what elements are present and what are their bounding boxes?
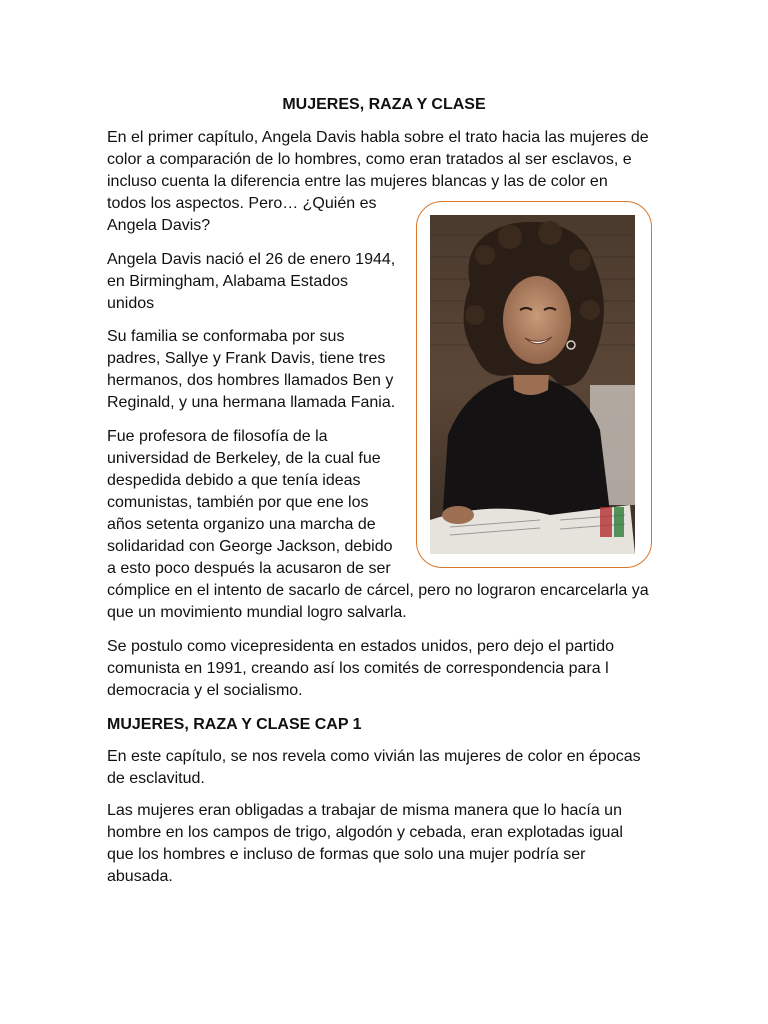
- career-paragraph: Fue profesora de filosofía de la universidad de Berkeley, de la cual fue despedida debido a que tenía ideas comunistas, también por que ene los años setenta organizo una marcha de solidaridad con George Jackson, debido a esto poco después la acusaron de ser cómplice en el intento de sacarlo de cárcel, pero no lograron encarcelarla ya que un movimiento mundial logro salvarla.: [107, 428, 649, 621]
- intro-paragraph: En el primer capítulo, Angela Davis habla sobre el trato hacia las mujeres de color a comparación de lo hombres, como eran tratados al ser esclavos, e incluso cuenta la diferencia entre las mujeres blancas y las de color en todos los aspectos. Pero… ¿Quién es Angela Davis?: [107, 129, 649, 234]
- chapter-intro-paragraph: En este capítulo, se nos revela como vivián las mujeres de color en épocas de esclavitud.: [107, 748, 641, 787]
- family-paragraph: Su familia se conformaba por sus padres, Sallye y Frank Davis, tiene tres hermanos, dos hombres llamados Ben y Reginald, y una hermana llamada Fania.: [107, 328, 396, 411]
- politics-paragraph: Se postulo como vicepresidenta en estados unidos, pero dejo el partido comunista en 1991, creando así los comités de correspondencia para l democracia y el socialismo.: [107, 638, 614, 699]
- portrait-photo: [430, 215, 635, 554]
- birth-paragraph: Angela Davis nació el 26 de enero 1944, en Birmingham, Alabama Estados unidos: [107, 251, 396, 312]
- document-title: MUJERES, RAZA Y CLASE: [282, 96, 486, 113]
- chapter-labor-paragraph: Las mujeres eran obligadas a trabajar de misma manera que lo hacía un hombre en los campos de trigo, algodón y cebada, eran explotadas igual que los hombres e incluso de formas que solo una mujer podría ser abusada.: [107, 802, 623, 885]
- section-heading: MUJERES, RAZA Y CLASE CAP 1: [107, 716, 362, 733]
